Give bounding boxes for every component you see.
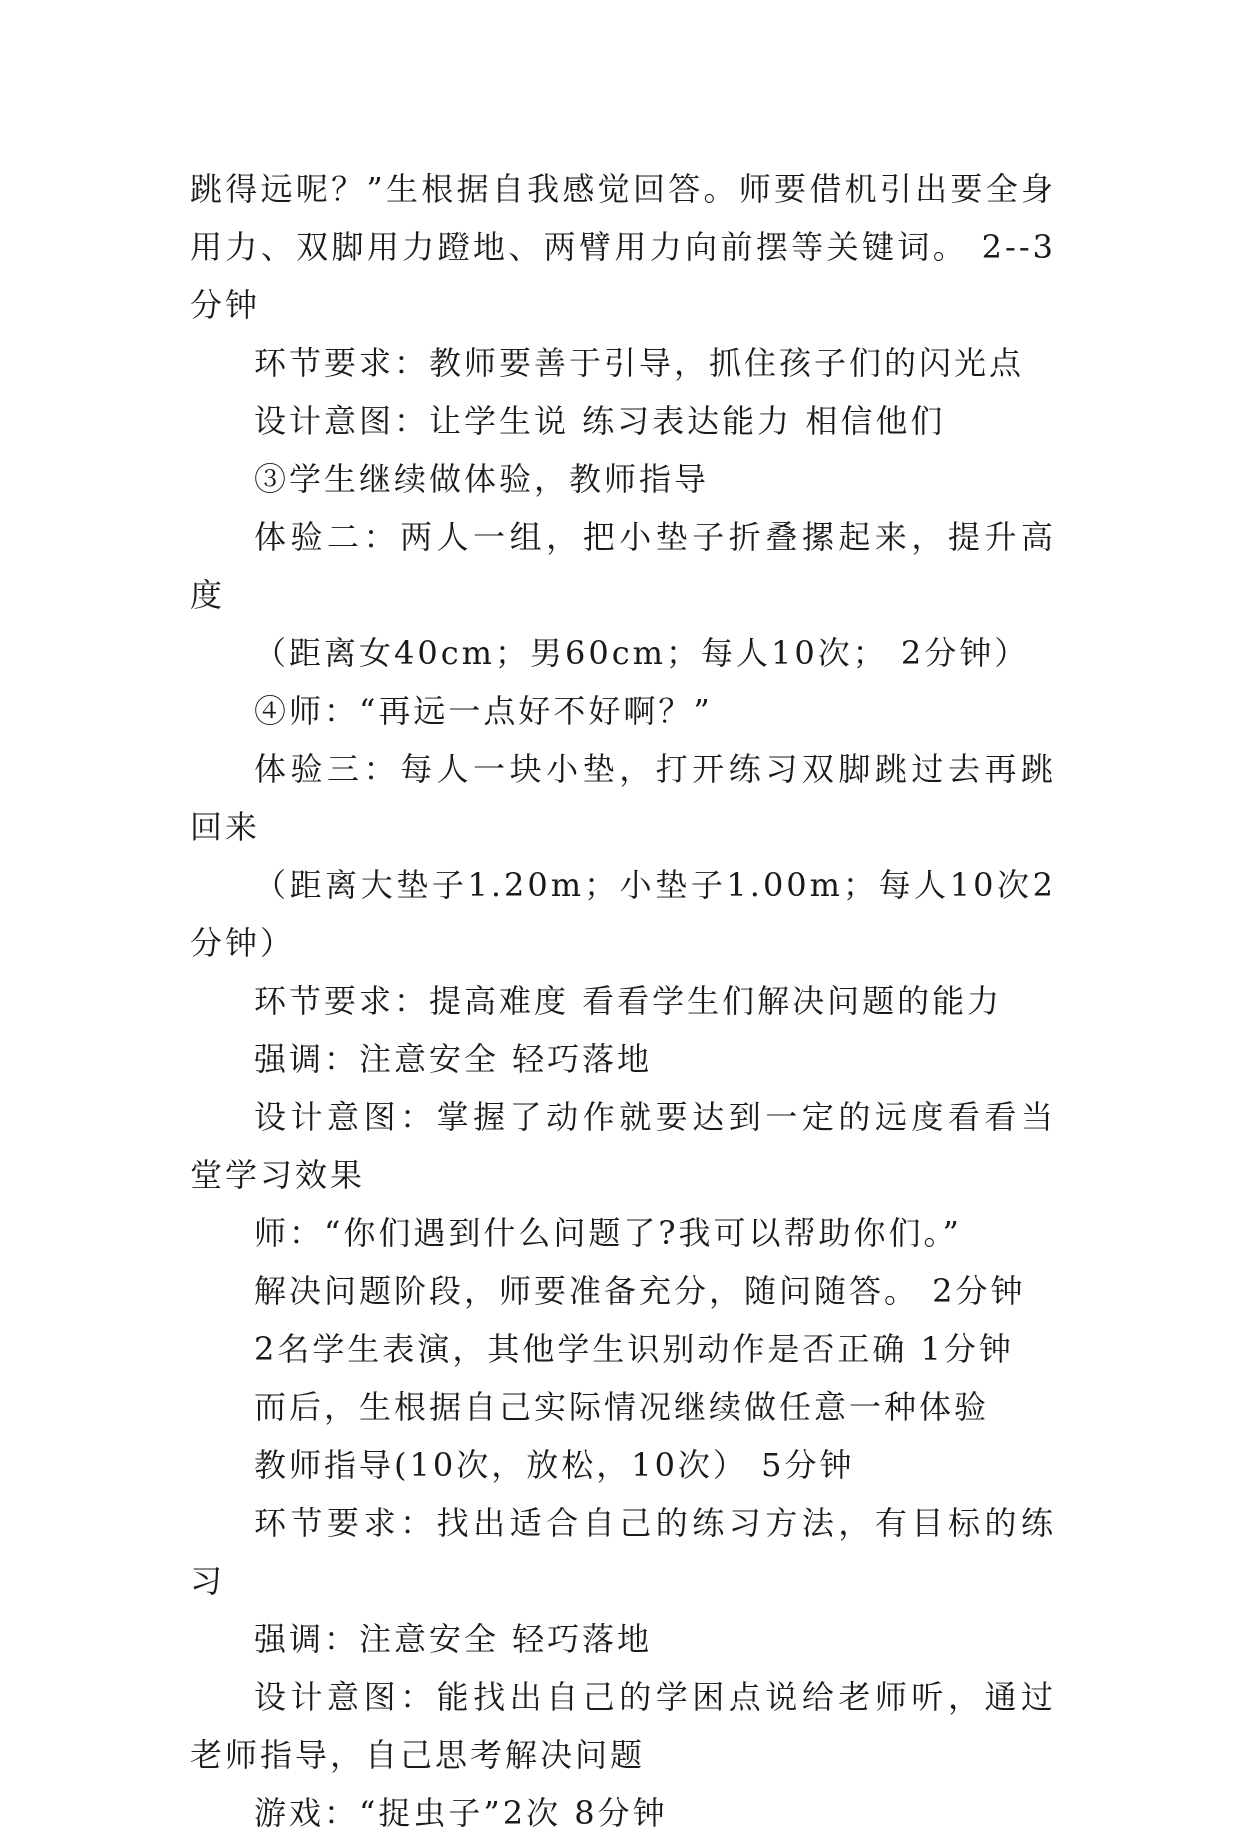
paragraph: 环节要求：提高难度 看看学生们解决问题的能力 xyxy=(254,982,1003,1020)
paragraph: 体验二：两人一组，把小垫子折叠摞起来，提升高度 xyxy=(190,518,1056,614)
paragraph: 设计意图：能找出自己的学困点说给老师听，通过老师指导，自己思考解决问题 xyxy=(190,1678,1056,1774)
paragraph: （距离大垫子1.20m；小垫子1.00m；每人10次2分钟） xyxy=(190,866,1056,962)
paragraph: 环节要求：教师要善于引导，抓住孩子们的闪光点 xyxy=(254,344,1025,382)
paragraph: ④师：“再远一点好不好啊？” xyxy=(254,692,713,730)
paragraph: （距离女40cm；男60cm；每人10次； 2分钟） xyxy=(254,634,1030,672)
paragraph: 环节要求：找出适合自己的练习方法，有目标的练习 xyxy=(190,1504,1056,1600)
paragraph: 师：“你们遇到什么问题了?我可以帮助你们。” xyxy=(254,1214,962,1252)
paragraph: 2名学生表演，其他学生识别动作是否正确 1分钟 xyxy=(254,1330,1014,1368)
paragraph: 教师指导(10次，放松，10次） 5分钟 xyxy=(254,1446,855,1484)
paragraph: 体验三：每人一块小垫，打开练习双脚跳过去再跳回来 xyxy=(190,750,1056,846)
paragraph: 强调：注意安全 轻巧落地 xyxy=(254,1040,653,1078)
paragraph: 设计意图：掌握了动作就要达到一定的远度看看当堂学习效果 xyxy=(190,1098,1056,1194)
paragraph: 游戏：“捉虫子”2次 8分钟 xyxy=(254,1794,668,1832)
document-body xyxy=(190,160,1056,1842)
paragraph: ③学生继续做体验，教师指导 xyxy=(254,460,710,498)
paragraph: 设计意图：让学生说 练习表达能力 相信他们 xyxy=(254,402,946,440)
paragraph: 解决问题阶段，师要准备充分，随问随答。 2分钟 xyxy=(254,1272,1026,1310)
paragraph: 跳得远呢？”生根据自我感觉回答。师要借机引出要全身用力、双脚用力蹬地、两臂用力向前摆等关键词。 2--3分钟 xyxy=(190,170,1056,324)
paragraph: 而后，生根据自己实际情况继续做任意一种体验 xyxy=(254,1388,990,1426)
paragraph: 强调：注意安全 轻巧落地 xyxy=(254,1620,653,1658)
